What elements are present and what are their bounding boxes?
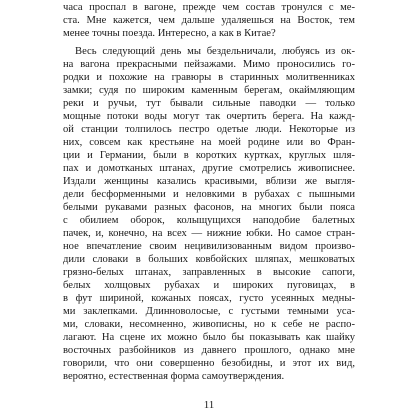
text-line: часа проспал в вагоне, прежде чем состав тронулся с ме-: [63, 2, 355, 13]
text-line: лагают. На сцене их можно было бы показывать как шайку: [63, 332, 355, 343]
page-number: 11: [203, 399, 215, 411]
text-line: мощные потоки воды могут так очертить берега. На кажд-: [63, 111, 355, 122]
text-line: них, совсем как крестьяне на моей родине или во Фран-: [63, 137, 355, 148]
text-line: родки и похожие на гравюры в старинных молитвенниках: [63, 72, 355, 83]
text-line: ста. Мне кажется, чем дальше удаляешься на Восток, тем: [63, 15, 355, 26]
text-line: грязно-белых штанах, заправленных в высокие сапоги,: [63, 267, 355, 278]
text-line: ми заклепками. Длинноволосые, с густыми темными уса-: [63, 306, 355, 317]
text-line: пачек, и, конечно, на всех — нижние юбки. Но самое стран-: [63, 228, 355, 239]
text-line: ции и Германии, были в коротких куртках, круглых шля-: [63, 150, 355, 161]
text-line: дели бесформенными и неловкими в рубахах с пышными: [63, 189, 355, 200]
text-line: на вагона прекрасными пейзажами. Мимо проносились го-: [63, 59, 355, 70]
text-line: белых холщовых рубахах и широких пуговицах, в: [63, 280, 355, 291]
text-line: белыми рукавами разных фасонов, на многих были пояса: [63, 202, 355, 213]
text-line: в фут шириной, кожаных поясах, густо усеянных медны-: [63, 293, 355, 304]
text-line: Издали женщины казались красивыми, вблизи же выгля-: [63, 176, 355, 187]
text-line: ми, словаки, несомненно, живописны, но к себе не распо-: [63, 319, 355, 330]
text-line: ное впечатление своим нецивилизованным видом произво-: [63, 241, 355, 252]
text-line: реки и ручьи, тут бывали сильные паводки — только: [63, 98, 355, 109]
text-line: менее точны поезда. Интересно, а как в Китае?: [63, 28, 276, 39]
text-line: с обилием оборок, колыщущихся наподобие балетных: [63, 215, 355, 226]
text-line: ой станции толпилось пестро одетые люди. Некоторые из: [63, 124, 355, 135]
text-line: вероятно, естественная форма самоутверждения.: [63, 371, 285, 382]
text-line: восточных разбойников из давнего прошлого, однако мне: [63, 345, 355, 356]
text-line: дили словаки в больших ковбойских шляпах, мешковатых: [63, 254, 355, 265]
text-line: пах и домотканых штанах, другие смотрелись живописнее.: [63, 163, 355, 174]
text-line: Весь следующий день мы бездельничали, любуясь из ок-: [75, 46, 355, 57]
book-page: [63, 0, 355, 420]
text-line: замки; судя по широким каменным берегам, окаймляющим: [63, 85, 355, 96]
text-line: говорили, что они совершенно безобидны, и этот их вид,: [63, 358, 355, 369]
